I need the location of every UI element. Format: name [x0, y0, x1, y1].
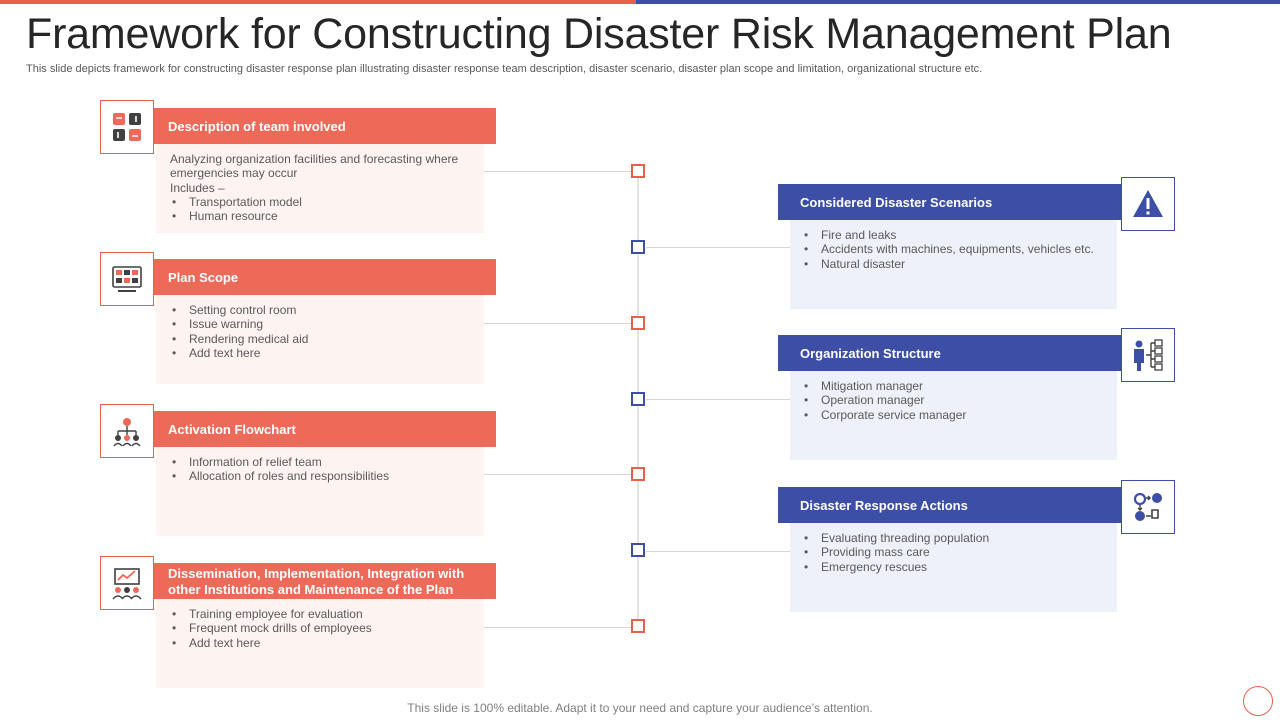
section-body-response-actions [790, 523, 1117, 612]
section-heading-team: Description of team involved [154, 108, 496, 144]
section-heading-scenarios: Considered Disaster Scenarios [778, 184, 1122, 220]
list-item: • Corporate service manager [802, 408, 1105, 422]
connector-line [646, 247, 790, 248]
list-item: • Information of relief team [170, 455, 472, 469]
list-item: • Accidents with machines, equipments, vehicles etc. [802, 242, 1105, 256]
presentation-meeting-icon [100, 556, 154, 610]
section-body-activation [156, 447, 484, 536]
timeline-node-red [631, 316, 645, 330]
section-body-org-structure [790, 371, 1117, 460]
section-body-dissemination [156, 599, 484, 688]
list-item: • Setting control room [170, 303, 472, 317]
section-body-team [156, 144, 484, 233]
timeline-node-blue [631, 543, 645, 557]
top-accent-bar-red [0, 0, 636, 4]
section-heading-response-actions: Disaster Response Actions [778, 487, 1122, 523]
footer-note: This slide is 100% editable. Adapt it to your need and capture your audience’s attention. [407, 701, 873, 715]
page-title: Framework for Constructing Disaster Risk Management Plan [26, 10, 1172, 58]
list-item: • Frequent mock drills of employees [170, 621, 472, 635]
list-item: • Issue warning [170, 317, 472, 331]
section-intro-text: Analyzing organization facilities and forecasting where emergencies may occur [170, 152, 459, 181]
warning-triangle-icon [1121, 177, 1175, 231]
connector-line [646, 551, 790, 552]
connector-line [646, 399, 790, 400]
list-item: • Allocation of roles and responsibilities [170, 469, 472, 483]
timeline-node-red [631, 164, 645, 178]
list-item: • Fire and leaks [802, 228, 1105, 242]
list-item: • Natural disaster [802, 257, 1105, 271]
list-item: • Human resource [170, 209, 472, 223]
org-hierarchy-icon [1121, 328, 1175, 382]
list-item: • Evaluating threading population [802, 531, 1105, 545]
teamwork-hands-icon [100, 100, 154, 154]
list-item: • Transportation model [170, 195, 472, 209]
timeline-node-red [631, 619, 645, 633]
timeline-node-red [631, 467, 645, 481]
list-item: • Emergency rescues [802, 560, 1105, 574]
section-body-scenarios [790, 220, 1117, 309]
list-item: • Add text here [170, 636, 472, 650]
section-heading-org-structure: Organization Structure [778, 335, 1122, 371]
scope-board-icon [100, 252, 154, 306]
list-item: • Training employee for evaluation [170, 607, 472, 621]
page-subtitle: This slide depicts framework for constructing disaster response plan illustrating disaster response team description, disaster scenario, disaster plan scope and limitation, organizational structure etc. [26, 63, 983, 75]
connector-line [484, 323, 632, 324]
connector-line [484, 474, 632, 475]
section-body-plan-scope [156, 295, 484, 384]
timeline-node-blue [631, 392, 645, 406]
list-item: • Mitigation manager [802, 379, 1105, 393]
top-accent-bar-blue [636, 0, 1280, 4]
process-cycle-icon [1121, 480, 1175, 534]
list-item: • Add text here [170, 346, 472, 360]
list-item: • Operation manager [802, 393, 1105, 407]
flowchart-people-icon [100, 404, 154, 458]
list-item: • Rendering medical aid [170, 332, 472, 346]
section-heading-dissemination: Dissemination, Implementation, Integration with other Institutions and Maintenance of the Plan [154, 563, 496, 599]
section-heading-plan-scope: Plan Scope [154, 259, 496, 295]
section-heading-activation: Activation Flowchart [154, 411, 496, 447]
section-intro-text: Includes – [170, 180, 225, 195]
timeline-node-blue [631, 240, 645, 254]
corner-circle-decoration [1243, 686, 1273, 716]
connector-line [484, 171, 632, 172]
connector-line [484, 627, 632, 628]
list-item: • Providing mass care [802, 545, 1105, 559]
